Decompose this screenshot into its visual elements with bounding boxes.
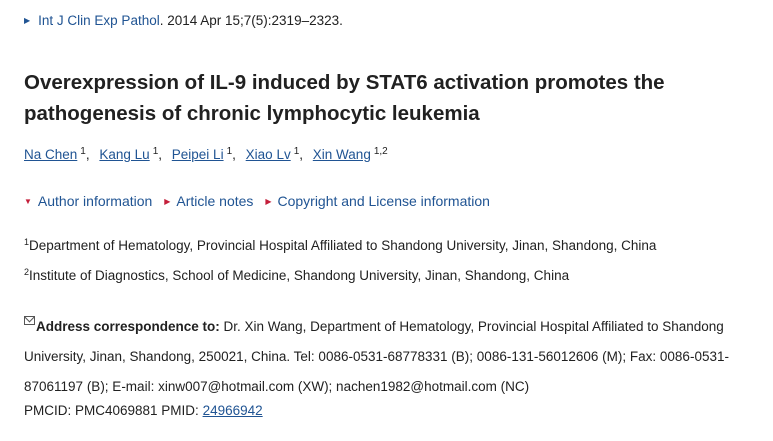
article-notes-toggle[interactable] xyxy=(164,193,253,209)
author-affiliation-sup: 1 xyxy=(293,146,300,157)
article-ids xyxy=(24,403,263,418)
copyright-license-toggle[interactable] xyxy=(265,193,490,209)
author-link[interactable]: Peipei Li xyxy=(171,147,224,162)
correspondence-label: Address correspondence to: xyxy=(36,319,220,334)
citation-details: . 2014 Apr 15;7(5):2319–2323. xyxy=(159,13,343,28)
author-list xyxy=(24,146,388,162)
author-separator: , xyxy=(158,147,163,162)
article-notes-label[interactable]: Article notes xyxy=(176,193,254,209)
affiliation-text: Institute of Diagnostics, School of Medicine, Shandong University, Jinan, Shandong, China xyxy=(29,268,570,283)
author-affiliation-sup: 1 xyxy=(226,146,233,157)
author-link[interactable]: Xin Wang xyxy=(312,147,371,162)
author-link[interactable]: Xiao Lv xyxy=(245,147,291,162)
author-affiliation-sup: 1 xyxy=(80,146,86,157)
author-separator: , xyxy=(299,147,304,162)
article-title: Overexpression of IL-9 induced by STAT6 activation promotes the pathogenesis of chronic lymphocytic leukemia xyxy=(24,71,665,125)
triangle-right-icon: ▶ xyxy=(164,197,171,206)
correspondence-text: Dr. Xin Wang, Department of Hematology, Provincial Hospital Affiliated to Shandong University, Jinan, Shandong, 250021, China. Tel: 0086-0531-68778331 (B); 0086-131-56012606 (M); Fax: 0086-0531-87061197 (B); E-mail: xinw007@hotmail.com (XW); nachen1982@hotmail.com (NC) xyxy=(24,319,729,394)
affiliation-2 xyxy=(24,267,569,283)
author-information-label[interactable]: Author information xyxy=(37,193,153,209)
journal-link[interactable]: Int J Clin Exp Pathol xyxy=(38,13,160,28)
author-affiliation-sup: 1,2 xyxy=(373,146,388,157)
author-separator: , xyxy=(232,147,236,162)
author-information-toggle[interactable] xyxy=(24,193,152,209)
affiliation-sup: 2 xyxy=(24,267,30,277)
envelope-icon xyxy=(24,316,35,325)
triangle-down-icon: ▼ xyxy=(24,197,32,206)
author-separator: , xyxy=(85,147,90,162)
copyright-license-label[interactable]: Copyright and License information xyxy=(277,193,490,209)
author-affiliation-sup: 1 xyxy=(152,146,159,157)
author-link[interactable]: Kang Lu xyxy=(99,147,150,162)
citation-line xyxy=(24,13,343,28)
info-toggles xyxy=(24,193,498,209)
pmid-link[interactable]: 24966942 xyxy=(202,403,263,418)
affiliation-sup: 1 xyxy=(24,237,30,247)
triangle-right-icon: ▶ xyxy=(265,197,272,206)
affiliation-1 xyxy=(24,237,656,253)
correspondence-block xyxy=(24,312,764,402)
affiliation-text: Department of Hematology, Provincial Hospital Affiliated to Shandong University, Jinan, Shandong, China xyxy=(29,238,657,253)
pmcid-text: PMCID: PMC4069881 PMID: xyxy=(24,403,203,418)
author-link[interactable]: Na Chen xyxy=(24,147,78,162)
triangle-right-icon: ▶ xyxy=(24,16,31,25)
